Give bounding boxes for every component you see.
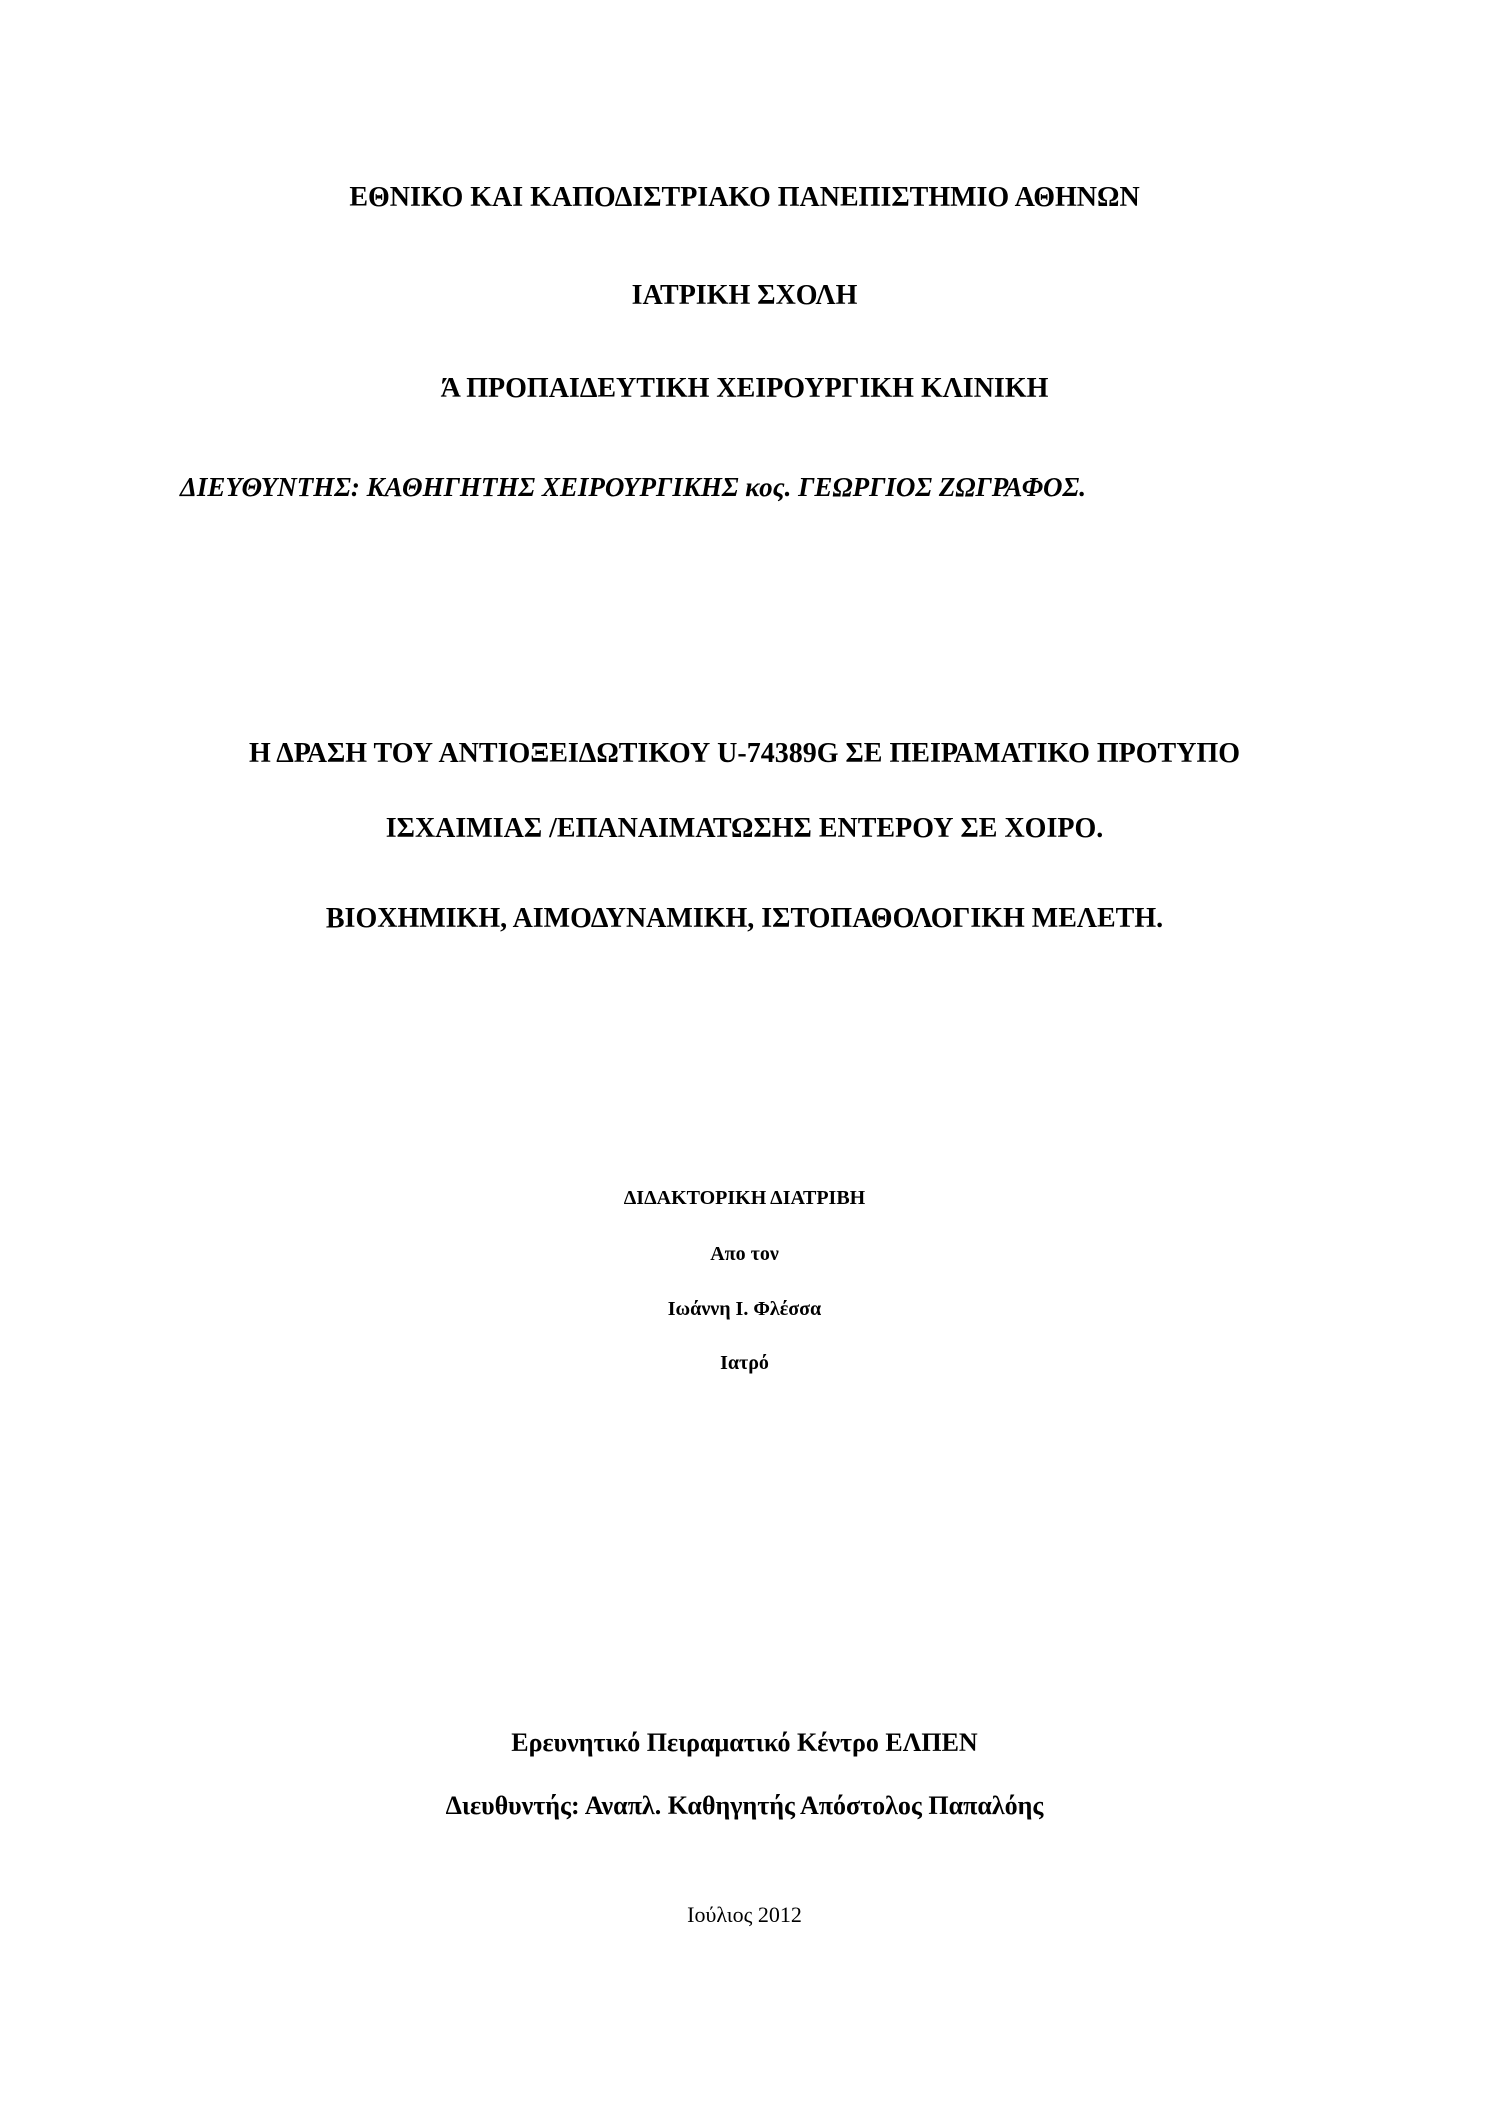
author-role: Ιατρό (720, 1352, 769, 1374)
publication-date: Ιούλιος 2012 (687, 1902, 802, 1927)
by-label: Απο τον (710, 1243, 779, 1265)
author-name: Ιωάννη Ι. Φλέσσα (667, 1298, 822, 1320)
thesis-subtitle: ΒΙΟΧΗΜΙΚΗ, ΑΙΜΟΔΥΝΑΜΙΚΗ, ΙΣΤΟΠΑΘΟΛΟΓΙΚΗ ΜΕΛΕΤΗ. (325, 903, 1164, 934)
university-name: ΕΘΝΙΚΟ ΚΑΙ ΚΑΠΟΔΙΣΤΡΙΑΚΟ ΠΑΝΕΠΙΣΤΗΜΙΟ ΑΘΗΝΩΝ (349, 182, 1140, 213)
school-name: ΙΑΤΡΙΚΗ ΣΧΟΛΗ (631, 280, 858, 311)
thesis-title-line-1: Η ΔΡΑΣΗ ΤΟΥ ΑΝΤΙΟΞΕΙΔΩΤΙΚΟΥ U-74389G ΣΕ ΠΕΙΡΑΜΑΤΙΚΟ ΠΡΟΤΥΠΟ (248, 738, 1241, 769)
center-director: Διευθυντής: Αναπλ. Καθηγητής Απόστολος Παπαλόης (445, 1791, 1044, 1820)
thesis-type: ΔΙΔΑΚΤΟΡΙΚΗ ΔΙΑΤΡΙΒΗ (623, 1187, 866, 1209)
clinic-name: Ά ΠΡΟΠΑΙΔΕΥΤΙΚΗ ΧΕΙΡΟΥΡΓΙΚΗ ΚΛΙΝΙΚΗ (440, 373, 1049, 404)
clinic-director: ΔΙΕΥΘΥΝΤΗΣ: ΚΑΘΗΓΗΤΗΣ ΧΕΙΡΟΥΡΓΙΚΗΣ κος. ΓΕΩΡΓΙΟΣ ΖΩΓΡΑΦΟΣ. (180, 472, 1086, 502)
thesis-title-line-2: ΙΣΧΑΙΜΙΑΣ /ΕΠΑΝΑΙΜΑΤΩΣΗΣ ΕΝΤΕΡΟΥ ΣΕ ΧΟΙΡΟ. (385, 813, 1104, 844)
research-center: Ερευνητικό Πειραματικό Κέντρο ΕΛΠΕΝ (511, 1728, 978, 1757)
